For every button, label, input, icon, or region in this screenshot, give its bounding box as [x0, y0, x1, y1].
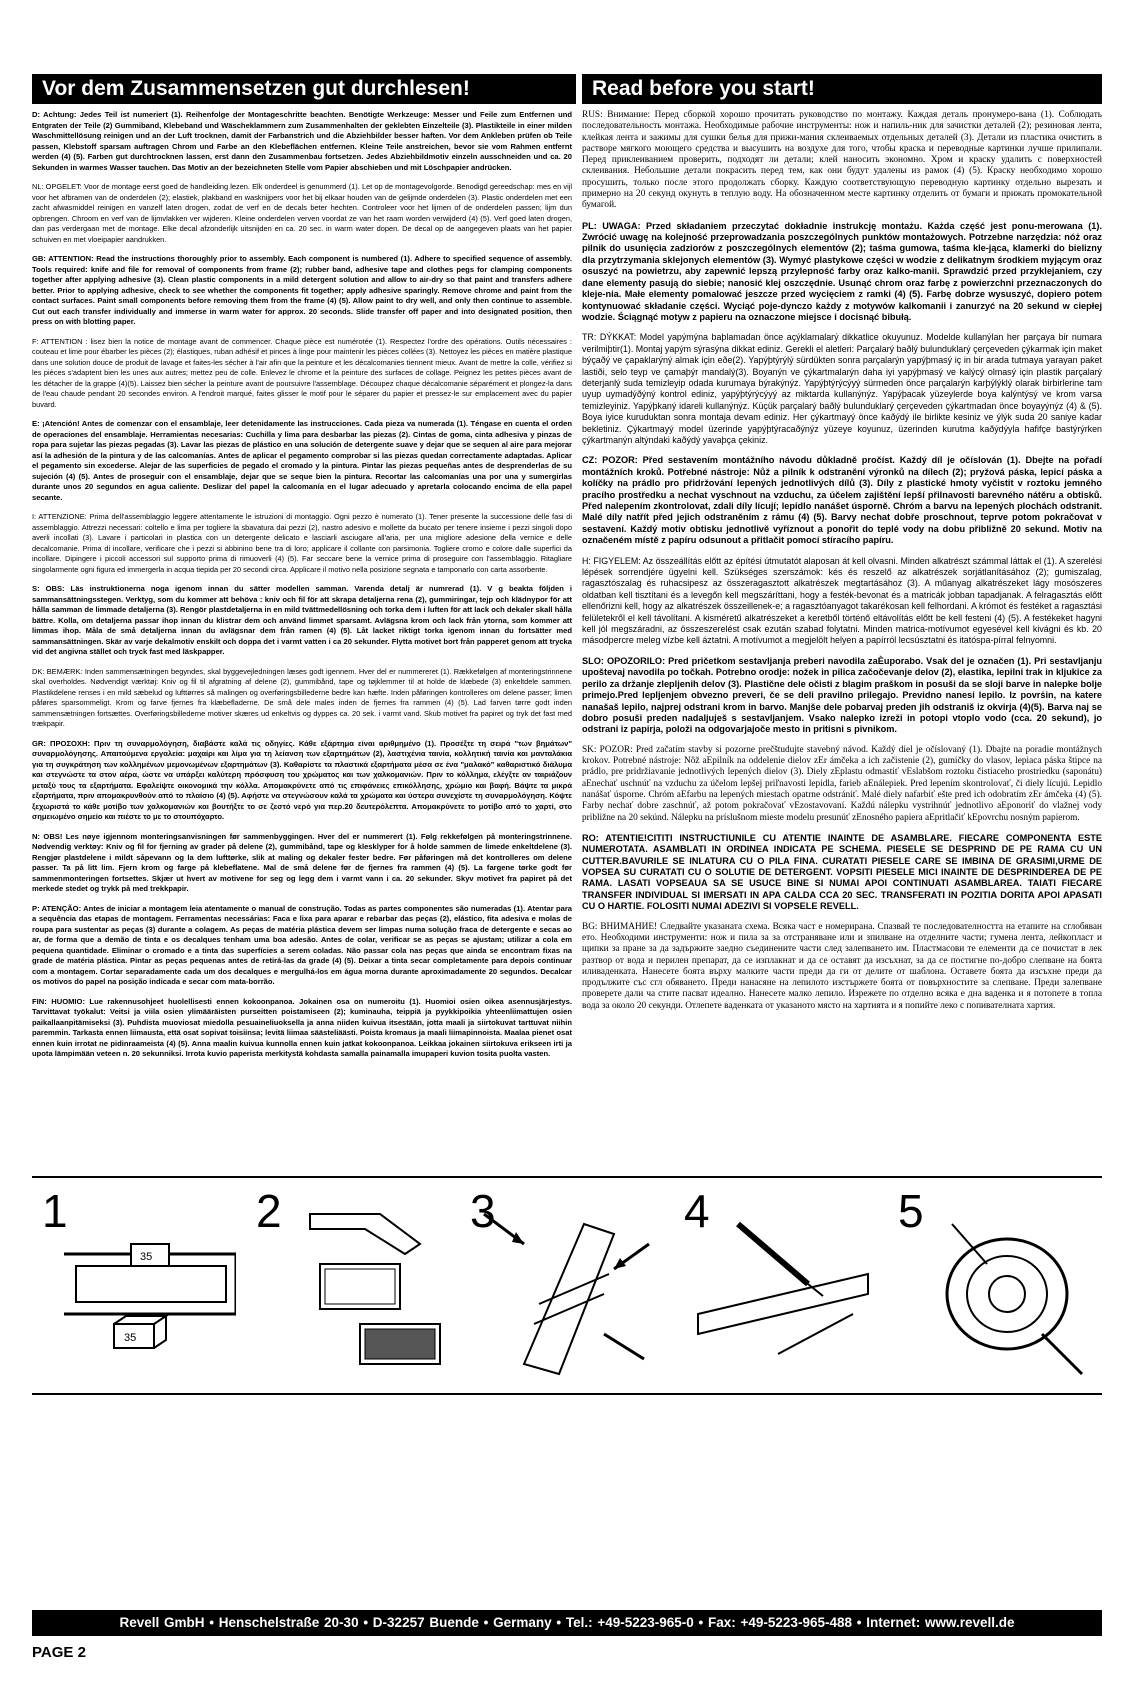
- frame-part-number: 35: [140, 1251, 153, 1263]
- step-number: 2: [256, 1185, 282, 1237]
- language-paragraph: SK: POZOR: Pred začatím stavby si pozorne prečštudujte stavebný návod. Každý diel je očíslovaný (1). Dbajte na poradie montážnych krokov. Potrebné nástroje: Nôž aEpilník na oddelenie dielov zEr ámčeka a ich začistenie (2), gumičky do vlasov, lepiaca páska štipce na prádlo, pre pridržiavanie jednotlivých lepených dielov (3). Diely zEplastu odmastiť vEslabšom roztoku čistiaceho prostriedku (saponátu) aEnechať uschnúť na vzduchu za účelom lepšej priľnavosti lepidla, farieb aEnálepiek. Pred lepením skontrolovať, či diely lícujú. Lepidlo nanášať úsporne. Chróm aEfarbu na lepených miestach opatrne odstrániť. Malé diely nafarbiť ešte pred ich odobratím zEr ámčeka (4) (5). Farby nechať dobre zaschnúť, až potom pokračovať vEzostavovaní. Každú nálepku vystrihnúť jednotlivo aEponoriť do vlažnej vody približne na 20 sekúnd. Nálepku na príslušnom mieste modelu presunúť zEnosného papiera aEpritlačiť kEpovrchu nosným papierom.: [582, 744, 1102, 823]
- language-paragraph: F: ATTENTION : lisez bien la notice de montage avant de commencer. Chaque pièce est numérotée (1). Respectez l'ordre des opérations. Outils nécessaires : couteau et lime pour ébarber les pièces (2); élastiques, ruban adhésif et pinces à linge pour maintenir les pièces collées (3). Nettoyez les pièces en matière plastique dans une solution douce de produit de lavage et faites-les sécher à l'air afin que la peinture et les décalcomanies tiennent mieux. Avant de mettre la colle, vérifiez si les pièces s'adaptent bien les unes aux autres; mettez peu de colle. Enlevez le chrome et la peinture des surfaces de collage. Peignez les petites pièces avant de les détacher de la grappe (4)(5). Laissez bien sécher la peinture avant de poursuivre l'assemblage. Découpez chaque décalcomanie séparément et plongez-la dans de l'eau chaude pendant 20 secondes environ. A l'endroit marqué, faites glisser le motif pour le séparer du papier et pressez-le sur emplacement avec du papier buvard.: [32, 336, 572, 409]
- right-column: [582, 110, 1102, 1021]
- step-3-panel: [464, 1184, 664, 1384]
- footer-bar: Revell GmbH • Henschelstraße 20-30 • D-32257 Buende • Germany • Tel.: +49-5223-965-0 • Fax: +49-5223-965-488 • Internet: www.revell.de: [32, 1610, 1102, 1636]
- language-paragraph: GR: ΠΡΟΣΟΧΗ: Πριν τη συναρμολόγηση, διαβάστε καλά τις οδηγίες. Κάθε εξάρτημα είναι αριθμημένο (1). Προσέξτε τη σειρά "των βημάτων" συναρμολόγησης. Απαιτούμενα εργαλεία: μαχαίρι και λίμα για τη λείανση των εξαρτημάτων (2), λαστιχένια ταινία, κολλητική ταινία και μανταλάκια για τη συγκράτηση των κολλημένων μεμονωμένων εξαρτημάτων (3). Καθαρίστε τα πλαστικά εξαρτήματα μέσα σε ένα "μαλακό" καθαριστικό διάλυμα και στεγνώστε τα στον αέρα, ώστε να υπάρξει καλύτερη πρόσφυση του χρώματος και των χαλκομανιών. Πριν το κόλλημα, ελέγξτε αν ταιριάζουν μεταξύ τους τα εξαρτήματα. Εφαλείψτε οικονομικά την κόλλα. Απομακρύνετε από τις επιφάνειες επικόλλησης, χρώμιο και βαφή. Βάψτε τα μικρά εξαρτήματα, πριν απομακρυνθούν από το πλαίσιο (4) (5). Αφήστε να στεγνώσουν καλά τα χρώματα και ύστερα συνεχίστε τη συναρμολόγηση. Κόψτε ξεχωριστά το κάθε μοτίβο των χαλκομανιών και βουτήξτε το σε ζεστό νερό για περ.20 δευτερόλεπτα. Απομακρύνετε το μοτίβο από το χαρτί, στο σημειωμένο σημείο και πιέστε το με το στουπόχαρτο.: [32, 738, 572, 821]
- step-number: 1: [42, 1185, 68, 1237]
- language-paragraph: D: Achtung: Jedes Teil ist numeriert (1). Reihenfolge der Montageschritte beachten. Benötigte Werkzeuge: Messer und Feile zum Entfernen und Entgraten der Teile (2) Gummiband, Klebeband und Wäscheklammern zum Zusammenhalten der geklebten Einzelteile (3). Plastikteile in einer milden Waschmittellösung reinigen und an der Luft trocknen, damit der Farbanstrich und die Abziehbilder besser haften. Vor dem Ankleben prüfen ob Teile passen, Klebstoff sparsam auftragen Chrom und Farbe an den Klebeflächen entfernen. Kleine Teile anstreichen, bevor sie vom Rahmen entfernt werden (4) (5). Farben gut durchtrocknen lassen, erst dann den Zusammenbau fortsetzen. Jedes Abziehbildmotiv einzeln ausschneiden und ca. 20 Sekunden in warmes Wasser tauchen. Das Motiv an der bezeichneten Stelle vom Papier abschieben und mit Löschpapier andrücken.: [32, 110, 572, 172]
- loose-part-number: 35: [124, 1332, 137, 1344]
- left-column: [32, 110, 572, 1069]
- page-number: PAGE 2: [32, 1644, 86, 1661]
- illustration-strip: [32, 1176, 1102, 1395]
- language-paragraph: RUS: Внимание: Перед сборкой хорошо прочитать руководство по монтажу. Каждая деталь пронумеро-вана (1). Соблюдать последовательность монтажа. Необходимые рабочие инструменты: нож и напиль-ник для зачистки деталей (2); резиновая лента, клейкая лента и зажимы для сушки белья для прижи-мания склеиваемых отдельных деталей (3). Детали из пластика очистить в растворе мягкого моющего средства и высушить на воздухе для того, чтобы краска и переводные картинки лучше прилипали. Перед приклеиванием проверить, подходят ли детали; клей наносить экономно. Хром и краску удалить с поверхностей склеивания. Небольшие детали покрасить перед тем, как они будут удалены из рамок (4) (5). Краску необходимо хорошо просушить, только после этого продолжать сборку. Каждую соответствующую переводную картинку отдельно вырезать и примерно на 20 секунд окунуть в теплую воду. На обозначенном месте картинку отделить от бумаги и прижать промокательной бумагой.: [582, 110, 1102, 211]
- language-paragraph: NL: OPGELET: Voor de montage eerst goed de handleiding lezen. Elk onderdeel is genummerd (1). Let op de montagevolgorde. Benodigd gereedschap: mes en vijl voor het afbramen van de onderdelen (2); elastiek, plakband en wasknijpers voor het bij elkaar houden van de gelijmde onderdelen (3). Plastic onderdelen met een zacht afwasmiddel reinigen en vanzelf laten drogen, zodat de verf en de decals beter hechten. Controleer voor het lijmen of de onderdelen passen; lijm dun opbrengen. Chroom en verf van de lijmvlakken ver wijderen. Kleine onderdelen verven voordat ze van het raam worden verwijderd (4) (5). Verf goed laten drogen, dan pas verdergaan met de montage. Elke decal afzonderlijk uitsnijden en ca. 20 sec. in warm water dopen. De decal op de aangegeven plaats van het papier schuiven en met vloeipapier aandrukken.: [32, 182, 572, 244]
- header-left-title: Vor dem Zusammensetzen gut durchlesen!: [32, 74, 576, 104]
- language-paragraph: RO: ATENTIE!CITITI INSTRUCTIUNILE CU ATENTIE INAINTE DE ASAMBLARE. FIECARE COMPONENTA ESTE NUMEROTATA. ASAMBLATI IN ORDINEA INDICATA PE SCHEMA. PIESELE SE DESPRIND DE PE RAMA CU UN CUTTER.BAVURILE SE INLATURA CU O PILA FINA. CURATATI PIESELE CARE SE IMBINA DE GRASIMI,URME DE VOPSEA SU CURATATI CU O SOLUTIE DE DETERGENT. VOPSITI PIESELE MICI INAINTE DE DESPRINDEREA DE PE RAMA. LASATI VOPSEAUA SA SE USUCE BINE SI NUMAI APOI CONTINUATI ASAMBLAREA. TAIATI FIECARE TRANSFER INDIVIDUAL SI IMERSATI IN APA CALDA CCA 20 SEC. TRANSFERATI IN POZITIA DORITA APOI APASATI CU O HARTIE. FOLOSITI NUMAI ADEZIVI SI VOPSELE REVELL.: [582, 832, 1102, 912]
- language-paragraph: TR: DÝKKAT: Model yapýmýna baþlamadan önce açýklamalarý dikkatlice okuyunuz. Modelde kullanýlan her parçaya bir numara verilmiþtir(1). Montaj yapým sýrasýna dikkat ediniz. Gerekli el aletleri: Parçalarý baðlý bulunduklarý çerçeveden çýkarmak için maket býçaðý ve çapaklarýný almak için eðe(2). Yapýþtýrýlý sürdükten sonra parçalarýn yapýþmasý iç in bir arada tutmaya yarayan paket lastiði, selo teyp ve çamaþýr mandalý(3). Boyanýn ve çýkartmalarýn daha iyi yapýþmasý ve kalýcý olmasý için plastik parçalarý deterjanlý suda temizleyip odada kurumaya býrakýnýz. Yapýþtýrýcýyý sürmeden önce parçalarýn karþýlýklý olarak birbirlerine tam uyup uymadýðýný kontrol ediniz, yapýþtýrýcýyý az miktarda kullanýnýz. Yapýþacak yüzeylerde boya kalýntýsý ve krom varsa temizleyiniz. Yapýþkaný idareli kullanýnýz. Küçük parçalarý baðlý bulunduklarý çerçeveden çýkartmadan önce boyayýnýz (4) & (5). Boya iyice kuruduktan sonra montaja devam ediniz. Her çýkartmayý önce kaðýdý ile birlikte kesiniz ve ýlýk suda 20 saniye kadar bekletiniz. Çýkartmayý model üzerinde yapýþtýracaðýnýz yüzeye koyunuz, üzerinden kurutma kaðýdýyla hafifçe bastýrýrken çýkartmanýn altýndaki kaðýdý yavaþça çekiniz.: [582, 332, 1102, 445]
- language-paragraph: BG: ВНИМАНИЕ! Следвайте указаната схема. Всяка част е номерирана. Спазвай те последователността на етапите на сглобяван ето. Необходими инструменти: нож и пила за за отстраняване или и зпилване на отделните части; гумена лента, лейкопласт и щипки за пране за да задържите заедно съединените части след залепването им. Пластмасови те елементи да се почистат в лек разтвор от вода и перилен препарат, да се изплакнат и да се оставят да изсъхнат, за да се постигне по-добро слепване на боята иливаденката. Нанесете боята върху малките части преди да ги от делите от шаблона. Оставете боята да изсъхне преди да продължите със сгл обяването. Преди нанасяне на лепилото изстържете боята от повърхностите за слепване. Преди залепване проверете дали ча стите пасват идеално. Нанесете малко лепило. Изрежете по отделно всяка е дна ваденка и я потопете в топла вода за около 20 секунди. Отлепете ваденката от указаното място на хартията и я попийте леко с попивателната хартия.: [582, 921, 1102, 1011]
- language-paragraph: GB: ATTENTION: Read the instructions thoroughly prior to assembly. Each component is numbered (1). Adhere to specified sequence of assembly. Tools required: knife and file for removal of components from frame (2); rubber band, adhesive tape and clothes pegs for clamping components together after applying adhesive (3). Clean plastic components in a mild detergent solution and allow to air-dry so that paint and transfers adhere better. Prior to applying adhesive, check to see whether the components fit together; apply adhesive sparingly. Remove chrome and paint from the contact surfaces. Paint small components before removing them from the frame (4) (5). Allow paint to dry well, and only then continue to assemble. Cut out each transfer individually and immerse in warm water for approx. 20 seconds. Slide transfer off paper and into designated position, then press on with blotting paper.: [32, 254, 572, 326]
- language-paragraph: DK: BEMÆRK: Inden sammensætningen begyndes, skal byggevejledningen læses godt igennem. Hver del er nummereret (1). Rækkefølgen af monteringstrinnene skal overholdes. Nødvendigt værktøj: Kniv og fil til afgratning af delene (2), gummibånd, tape og tøjklemmer til at holde de klæbede (3) enkeltdele sammen. Plastikdelene renses i en mild sæbelud og lufttørres så malingen og overføringsbillederne bedre kan hæfte. Inden påføringen kontrolleres om delene passer; limen påføres sparsommeligt. Krom og farve fjernes fra klæbefladerne. De små dele males inden de fjernes fra rammen (4) (5). Lad farven tørre godt inden sammensætningen fortsættes. Overføringsbillederne motiver skæres ud enkeltvis og dyppes ca. 20 sek. i varmt vand. Skub motivet fra papiret og tryk det fast med trækpapir.: [32, 666, 572, 728]
- language-paragraph: P: ATENÇÃO: Antes de iniciar a montagem leia atentamente o manual de construção. Todas as partes componentes são numeradas (1). Atentar para a sequência das etapas de montagem. Ferramentas necessárias: Faca e lixa para aparar e rebarbar das peças (2), elástico, fita adesiva e molas de roupa para sustentar as peças (3) durante a colagem. As peças de matéria plástica devem ser limpas numa solução fraca de detergente e secas ao ar, de forma que a demão de tinta e os decalques tenham uma boa adesão. Antes de colar, verificar se as peças se ajustam; utilizar a cola em pequena quantidade. Eliminar o cromado e a tinta das superfícies a serem coladas. Não passar cola nas peças que ainda se encontram fixas na grade de matéria plástica. Pintar as peças pequenas antes de retirá-las da grade (4) (5). Deixar a tinta secar completamente para depois continuar com a montagem. Cortar separadamente cada um dos decalques e mergulhá-los em água morna durante aproximadamente 20 segundos. Decalcar os motivos do papel na posição indicada e secar com mata-borrão.: [32, 903, 572, 986]
- step-number: 5: [898, 1185, 924, 1237]
- language-paragraph: N: OBS! Les nøye igjennom monteringsanvisningen før sammenbyggingen. Hver del er nummerert (1). Følg rekkefølgen på monteringstrinnene. Nødvendig verktøy: Kniv og fil for fjerning av grader på delene (2), gummibånd, tape og klesklyper for å holde sammen de limede enkeltdelene (3). Rengjør plastdelene i mildt såpevann og la dem lufttørke, slik at maling og dekaler fester bedre. Før påføringen må det kontrolleres om delene passer. Ta på litt lim. Fjern krom og farge på klebeflatene. Mal de små delene før de fjernes fra rammen (4) (5). La fargene tørke godt før sammenmonteringen fortsettes. Skjær ut hvert av motivene for seg og legg dem i varmt vann i ca. 20 sekunder. Skyv motivet fra papiret på det merkede stedet og trykk på med trekkpapir.: [32, 831, 572, 893]
- step-number: 3: [470, 1185, 496, 1237]
- language-paragraph: I: ATTENZIONE: Prima dell'assemblaggio leggere attentamente le istruzioni di montaggio. Ogni pezzo è numerato (1). Tener presente la successione delle fasi di assemblaggio. Attrezzi necessari: coltello e lima per togliere la sbavatura dai pezzi (2), nastro adesivo e mollette da bucato per tenere insieme i pezzi singoli dopo averli incollati (3). Lavare i particolari in plastica con un detergente delicato e lasciarli asciugare all'aria, per una migliore adesione della vernice e delle decalcomanie. Prima di incollare, verificare che i pezzi si abbinino bene tra di loro; applicare il collante con parsimonia. Togliere cromo e colore dalle superfici da incollare. Dipingere i piccoli accessori sul supporto prima di rimuoverli (4) (5). Far seccare bene la vernice prima di proseguire con l'assemblaggio. Ritagliare singolarmente ogni figura ed immergerla in acqua tiepida per 20 secondi circa. Applicare il motivo nella posizione segnata e tamponarlo con carta assorbente.: [32, 512, 572, 574]
- step-4-panel: [678, 1184, 878, 1384]
- step-5-panel: [892, 1184, 1092, 1384]
- header-right-title: Read before you start!: [582, 74, 1102, 104]
- step-number: 4: [684, 1185, 710, 1237]
- language-paragraph: S: OBS: Läs instruktionerna noga igenom innan du sätter modellen samman. Varenda detalj är numrerad (1). V g beakta följden i sammansättningsstegen. Verktyg, som du kommer att behöva : kniv och fil för att skrapa detaljerna rena (2), gummiringar, tejp och klädnypor för att hålla samman de limmade detaljerna (3). Rengör plastdetaljerna in en mild tvättmedellösning och torka dem i luften för att lack och dekaler skall hålla bättre. Kolla, om detaljerna passar ihop innan du klistrar dem och använd limmet sparsamt. Avlägsna krom och lack från ytorna, som kommer att limmas ihop. Måla de små detaljerna innan du avlägsnar dem från ramen (4) (5). Låt lacket riktigt torka igenom innan du fortsätter med sammansättningen. Skär av varje dekalmotiv enskilt och doppa det i varmt vatten i ca 20 sekunder. Flytta motivet bort från papperet genom att trycka vid det angivna stället och tryck fast med läskpapper.: [32, 584, 572, 656]
- language-paragraph: PL: UWAGA: Przed składaniem przeczytać dokładnie instrukcję montażu. Każda część jest ponu-merowana (1). Zwrócić uwagę na kolejność przeprowadzania poszczególnych punktów montażowych. Potrzebne narzędzia: nóż oraz pilnik do usunięcia zadziorów z poszczególnych elementów (2); taśma gumowa, taśma kle-jąca, klamerki do bielizny dla przytrzymania sklejonych elementów (3). Wymyć plastykowe części w wodzie z delikatnym środkiem myjącym oraz osuszyć na powietrzu, aby zapewnić lepszą przylepność farby oraz kalko-manii. Sprawdzić przed przyklejaniem, czy dane elementy pasują do siebie; nanosić klej oszczędnie. Usunąć chrom oraz farbę z powierzchni przeznaczonych do kleje-nia. Małe elementy pomalować jeszcze przed wycięciem z ramki (4) (5). Farbę dobrze wysuszyć, dopiero potem kontynuować składanie części. Wyciąć poje-dynczo każdy z motywów kalkomanii i zanurzyć na 20 sekund w ciepłej wodzie. Ściągnąć motyw z papieru na oznaczone miejsce i docisnąć bibułą.: [582, 220, 1102, 322]
- step-2-panel: [250, 1184, 450, 1384]
- language-paragraph: FIN: HUOMIO: Lue rakennusohjeet huolellisesti ennen kokoonpanoa. Jokainen osa on numeroitu (1). Huomioi osien oikea asennusjärjestys. Tarvittavat työkalut: Veitsi ja viila osien ylimääräisten purseitten poistamiseen (2); kuminauha, teippiä ja pyykkipoikia yhteenliimattujen osien paikallaanpitämiseksi (3). Puhdista muoviosat miedolla pesuaineliuoksella ja anna niiden kuivua itsestään, jotta maali ja siirtokuvat tarttuvat niihin paremmin. Tarkasta ennen liimausta, että osat sopivat toisiinsa; levitä liimaa säästeliäästi. Poista kromaus ja maali liimapinnoista. Maalaa pienet osat ennen kuin irrotat ne pidinraameista (4) (5). Anna maalin kuivua kunnolla ennen kuin jatkat kokoonpanoa. Leikkaa jokainen siirtokuva erikseen irti ja upota lämpimään veteen n. 20 sekunniksi. Irrota kuvio paperista merkitystä kohdasta samalla painamalla imupaperi kuvion tosita puolta vasten.: [32, 996, 572, 1058]
- step-1-panel: [36, 1184, 236, 1384]
- language-paragraph: CZ: POZOR: Před sestavením montážního návodu důkladně pročíst. Každý díl je očíslován (1). Dbejte na pořadí montážních kroků. Potřebné nástroje: Nůž a pilník k odstranění výronků na dílech (2); pryžová páska, lepicí páska a kolíčky na prádlo pro přidržování lepených jednotlivých dílů (3). Díly z plastické hmoty vyčistit v roztoku jemného pracího prostředku a nechat vyschnout na vzduchu, za účelem zajištění lepší přilnavosti barevného nátěru a obtisků. Před nalepením zkontrolovat, zdali díly lícují; lepidlo nanášet úsporně. Chróm a barvu na lepených plochách odstranit. Malé díly natřít před jejich odstraněním z rámu (4) (5). Barvy nechat dobře proschnout, teprve potom pokračovat v sestavení. Každý motiv obtisku jednotlivě vyříznout a ponořit do teplé vody na dobu přibližně 20 sekund. Motiv na označeném místě z papíru odsunout a přitlačit pomocí stíracího papíru.: [582, 455, 1102, 546]
- language-paragraph: H: FIGYELEM: Az összeállítás előtt az építési útmutatót alaposan át kell olvasni. Minden alkatrészt számmal láttak el (1). A szerelési lépések sorrendjére ügyelni kell. Szükséges szerszámok: kés és reszelő az alkatrészek sorjátlanításához (2); gumiszalag, ragasztószalag és ruhacsipesz az összeragasztott alkatrészek megtartásához (3). A műanyag alkatrészeket lágy mosószeres oldatban kell tisztítani és a levegőn kell megszáríttani, hogy a festék-bevonat és a matricák jobban tapadjanak. A felragasztás előtt ellenőrizni kell, hogy az alkatrészek összeillenek-e; a ragasztóanyagot takarékosan kell felhordani. A krómot és festéket a ragasztási felületekről el kell távolítani. A kisméretű alkatrészeket a keretből történő eltávolítás előtt be kell festeni (4) (5). A festékeket hagyni kell jól megszáradni, az összeszerelést csak ezután szabad folytatni. Minden matrica-motívumot egyesével kell kivágni és kb. 20 másodpercre meleg vízbe kell áztatni. A motívumot a megjelölt helyen a papírról lecsúsztatni és itatóspa-pírral felnyomni.: [582, 555, 1102, 646]
- language-paragraph: SLO: OPOZORILO: Pred pričetkom sestavljanja preberi navodila zaÈuporabo. Vsak del je označen (1). Pri sestavljanju upoštevaj navodila po točkah. Potrebno orodje: nožek in pilica začočevanje delov (2), elastika, lepilni trak in kljukice za perilo za držanje zlepljenih delov (3). Plastične dele očisti z blagim praškom in posuši da se sloji barve in nalepke bolje primejo.Pred lepljenjem obvezno preveri, če se deli pravilno prilegajo. Previdno nanesi lepilo. Iz povrṡin, na katere nanašaš lepilo, najprej odstrani krom in barvo. Manjše dele pobarvaj preden jih odstraniš iz okvirja (4)(5). Barva naj se dobro posuši preden nadaljuješ s sestavljanjem. Vsako nalepko izreži in potopi vtoplo vodo (cca. 20 sekund), jo odstrani iz papirja, položi na odgovarjajoče mesto in pritisni s pivnikom.: [582, 655, 1102, 735]
- language-paragraph: E: ¡Atención! Antes de comenzar con el ensamblaje, leer detenidamente las instrucciones. Cada pieza va numerada (1). Téngase en cuenta el orden de operaciones del ensamblaje. Herramientas necesarias: Cuchilla y lima para desbarbar las piezas (2). Cintas de goma, cinta adhesiva y pinzas de ropa para sujetar las piezas pegadas (3). Lavar las piezas de plástico en una solución de detergente suave y dejar que se sequen al aire para mejorar así la adhesión de la pintura y de las calcomanías. Antes de aplicar el pegamento comprobar si las piezas quedan correctamente adaptadas. Aplicar el pegamento sin excederse. Alejar de las superficies de pegado el cromado y la pintura. Pintar las piezas pequeñas antes de desprenderlas de su sujeción (4) (5). Antes de proseguir con el ensamblaje, dejar que se seque bien la pintura. Recortar las calcomanías una por una y sumergirlas durante unos 20 segundos en agua caliente. Deslizar del papel la calcomanía en el lugar adecuado y apretarla colocando encima de ella papel secante.: [32, 419, 572, 502]
